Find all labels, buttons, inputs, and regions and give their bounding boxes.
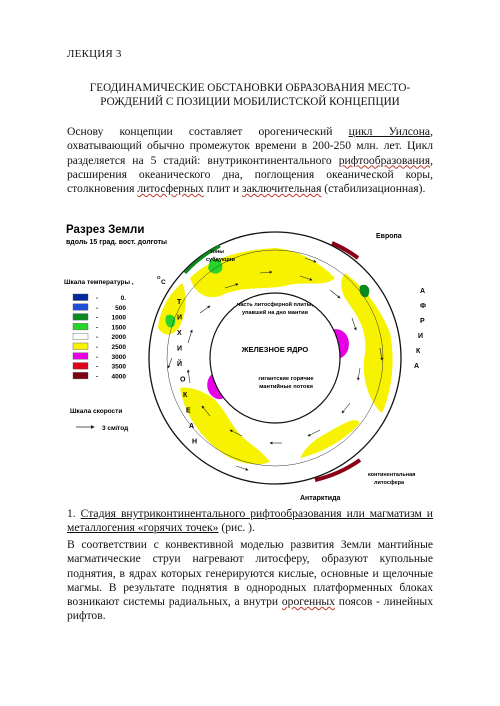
legend-value: 500 [115, 304, 126, 312]
legend-dash: - [96, 373, 99, 381]
pacific-ocean-letters: ТИХИЙОКЕАН [177, 299, 198, 446]
slab-label-2: упавшей на дно мантии [242, 310, 308, 316]
stage-fig-ref: (рис. [218, 521, 249, 535]
legend-swatch [73, 353, 88, 360]
legend-value: 1500 [111, 324, 126, 332]
figure-subtitle: вдоль 15 град. вост. долготы [66, 239, 168, 246]
legend-dash: - [96, 353, 99, 361]
temp-scale-label: Шкала температуры , [64, 279, 134, 286]
subduction-label-1: зоны [210, 249, 224, 255]
legend-dash: - [96, 363, 99, 371]
legend-swatch [73, 304, 88, 311]
temp-unit: C [161, 279, 166, 286]
legend-swatch [73, 323, 88, 330]
legend-swatch [73, 372, 88, 379]
intro-term-rifting: рифтообразования [338, 153, 431, 167]
temperature-legend [73, 294, 126, 380]
title-line-2: РОЖДЕНИЙ С ПОЗИЦИИ МОБИЛИСТСКОЙ КОНЦЕПЦИИ [100, 96, 400, 108]
intro-term-final: заключительная [242, 182, 322, 196]
intro-text-1: Основу концепции составляет орогенический [67, 125, 349, 138]
africa-label [414, 288, 426, 370]
legend-value: 3500 [111, 363, 126, 371]
intro-text-3: , охватывающий обычно промежуток времени в 200-250 млн. лет. Цикл разделяется на 5 стадий: внутриконтинентального [67, 125, 433, 167]
earth-section-figure [60, 218, 445, 503]
stage-fig-end: ). [248, 521, 255, 535]
lithosphere-label-1: континентальная [368, 472, 416, 478]
earth-cross-section [149, 232, 401, 484]
africa-letters: АФРИКА [414, 288, 426, 370]
intro-text-7: плит и [203, 182, 243, 196]
legend-dash: - [96, 344, 99, 351]
subduction-label-2: субдукции [206, 257, 235, 263]
lecture-number: ЛЕКЦИЯ 3 [67, 48, 122, 60]
intro-term-lithospheric: литосферных [137, 182, 204, 196]
legend-dash: - [96, 295, 99, 302]
slab-label-1: часть литосферной плиты, [237, 302, 313, 308]
stage-heading [67, 507, 433, 536]
legend-swatch [73, 363, 88, 370]
legend-value: 4000 [111, 373, 126, 381]
figure-title: Разрез Земли [66, 224, 145, 236]
wilson-cycle-link: цикл Уилсона [348, 125, 431, 138]
temp-degree-mark: O [157, 275, 161, 280]
legend-swatch [73, 333, 88, 340]
legend-value: 1000 [111, 314, 126, 322]
legend-swatch [73, 343, 88, 350]
legend-dash: - [96, 314, 99, 322]
core-label: ЖЕЛЕЗНОЕ ЯДРО [241, 345, 309, 354]
intro-text-5: , расширения океанического дна, поглощения океанической коры, столкновения [67, 153, 433, 196]
intro-text-9: (стабилизационная). [321, 182, 426, 196]
legend-swatch [73, 294, 88, 301]
legend-dash: - [96, 304, 99, 312]
body-term-orogenic: орогенных [281, 595, 336, 609]
antarctica-label: Антарктида [300, 495, 341, 502]
legend-value: 2500 [111, 344, 126, 351]
speed-scale-label: Шкала скорости [70, 408, 123, 415]
page-title [60, 81, 440, 109]
speed-value: 3 см/год [102, 425, 129, 432]
legend-value: 3000 [111, 353, 126, 361]
body-text-3: поясов - линейных рифтов. [67, 595, 434, 623]
plumes-label-2: мантийные потоки [259, 384, 313, 390]
body-paragraph [67, 538, 433, 624]
legend-swatch [73, 314, 88, 321]
stage-number: 1. [67, 507, 81, 520]
legend-dash: - [96, 324, 99, 332]
legend-dash: - [96, 334, 99, 342]
body-text-1: В соответствии с конвективной моделью развития Земли мантийные магматические струи нагревают литосферу, образуют купольные поднятия, в ядрах которых генерируются кислые, основные и щелочные магмы. В результате поднятия в однородных платформенных блоках возникают системы радиальных, а внутри [67, 538, 433, 609]
plumes-label-1: гигантские горячие [258, 376, 314, 382]
legend-value: 2000 [111, 334, 126, 342]
stage-link: Стадия внутриконтинентального рифтообразования или магматизм и металлогения «горячих точек» [67, 507, 433, 535]
legend-value: 0. [120, 295, 126, 302]
intro-paragraph [67, 125, 433, 196]
earth-section-svg [60, 218, 445, 503]
title-line-1: ГЕОДИНАМИЧЕСКИЕ ОБСТАНОВКИ ОБРАЗОВАНИЯ МЕСТО- [89, 82, 411, 94]
europe-label: Европа [376, 233, 402, 240]
lithosphere-label-2: литосфера [374, 480, 405, 486]
